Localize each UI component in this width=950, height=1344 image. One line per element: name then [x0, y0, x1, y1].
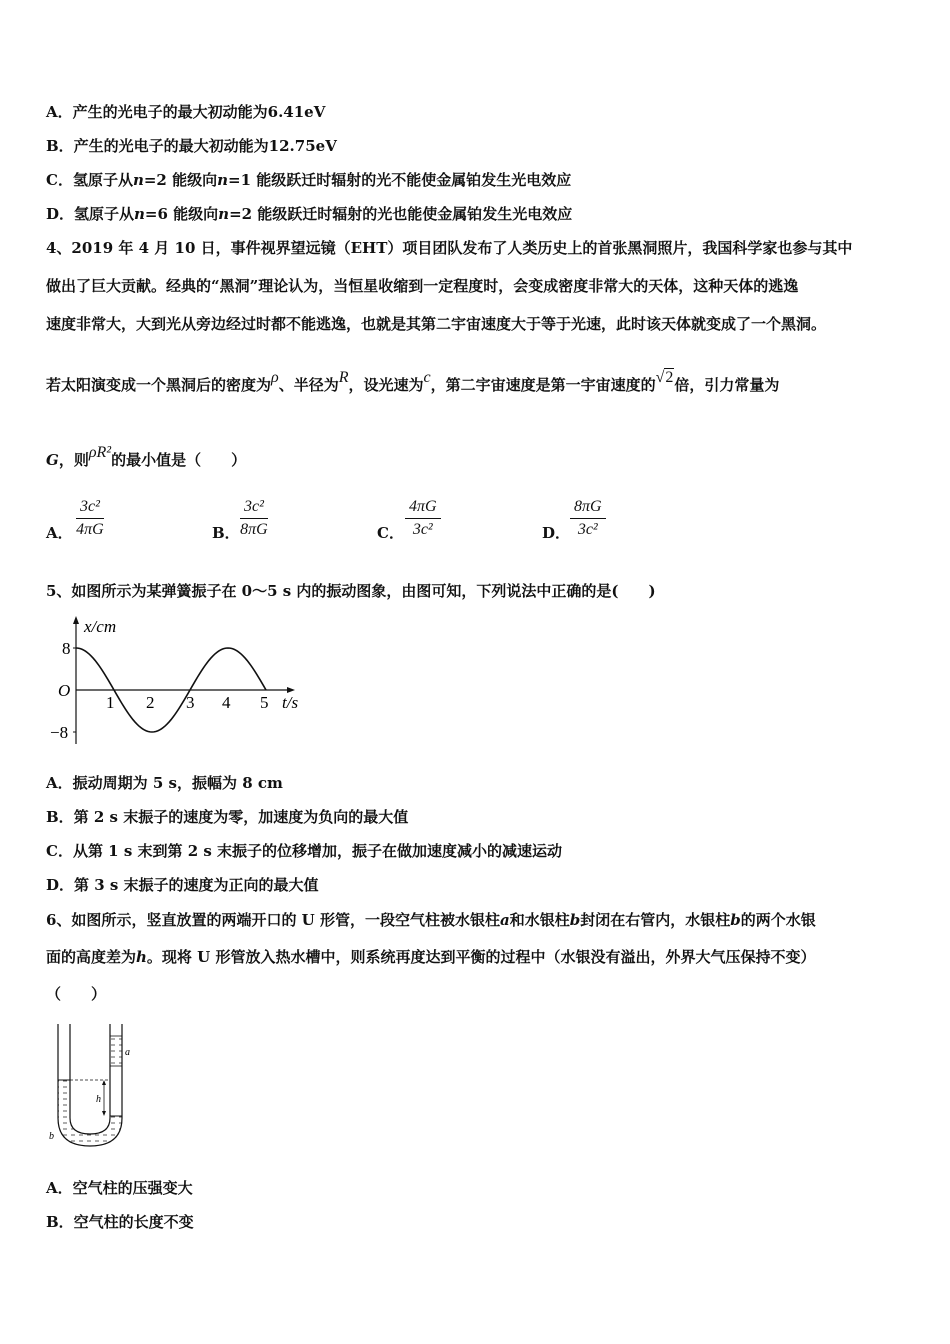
- q4-line-2: 做出了巨大贡献。经典的“黑洞”理论认为，当恒星收缩到一定程度时，会变成密度非常大的天体，这种天体的逃逸: [46, 277, 799, 295]
- y-tick-8: 8: [62, 639, 71, 658]
- oscillation-graph: [46, 612, 316, 752]
- y-tick-neg8: −8: [50, 723, 69, 742]
- origin-label: O: [58, 681, 71, 700]
- q4-option-a-fraction: $\frac{\text{3c²}}{4\pi G}$: [76, 498, 104, 538]
- q4-line-1: 4、2019 年 4 月 10 日，事件视界望远镜（EHT）项目团队发布了人类历史上的首张黑洞照片，我国科学家也参与其中: [46, 239, 853, 257]
- label-b: b: [49, 1131, 54, 1142]
- tube-inner: [70, 1024, 110, 1134]
- q6-line-1: 6、如图所示，竖直放置的两端开口的 U 形管，一段空气柱被水银柱a和水银柱b封闭在右管内，水银柱b的两个水银: [46, 911, 816, 929]
- q4-line-5: G，则ρR²的最小值是（ ）: [46, 444, 247, 469]
- mercury-b: [58, 1080, 122, 1146]
- q4-line-4: 若太阳演变成一个黑洞后的密度为ρ、半径为R，设光速为c，第二宇宙速度是第一宇宙速度的√2倍，引力常量为: [46, 369, 780, 394]
- q6-paren: （ ）: [46, 985, 107, 1003]
- q4-option-d-fraction: $\frac{8\pi G}{\text{3c²}}$: [570, 498, 606, 539]
- x-tick-4: 4: [222, 693, 231, 712]
- q3-option-b: B．产生的光电子的最大初动能为12.75eV: [46, 137, 337, 155]
- q4-option-c-label: C．: [377, 524, 404, 542]
- q4-option-b-fraction: $\frac{\text{3c²}}{8\pi G}$: [240, 498, 268, 538]
- q4-option-b-label: B．: [212, 524, 240, 542]
- q6-line-2: 面的高度差为h。现将 U 形管放入热水槽中，则系统再度达到平衡的过程中（水银没有溢出，外界大气压保持不变）: [46, 948, 816, 966]
- x-tick-1: 1: [106, 693, 115, 712]
- u-tube-figure: [46, 1018, 146, 1153]
- q4-line-3: 速度非常大，大到光从旁边经过时都不能逃逸，也就是其第二宇宙速度大于等于光速，此时该天体就变成了一个黑洞。: [46, 315, 827, 333]
- q4-option-d-label: D．: [542, 524, 571, 542]
- q5-stem: 5、如图所示为某弹簧振子在 0～5 s 内的振动图象，由图可知，下列说法中正确的是( ): [46, 582, 656, 600]
- q5-option-a: A．振动周期为 5 s，振幅为 8 cm: [46, 774, 283, 792]
- x-axis-label: t/s: [282, 693, 299, 712]
- label-h: h: [96, 1094, 101, 1105]
- y-axis-label: x/cm: [84, 617, 117, 636]
- q5-option-c: C．从第 1 s 末到第 2 s 末振子的位移增加，振子在做加速度减小的减速运动: [46, 842, 563, 860]
- q3-option-c: C．氢原子从n=2 能级向n=1 能级跃迁时辐射的光不能使金属铂发生光电效应: [46, 171, 572, 189]
- x-tick-3: 3: [186, 693, 195, 712]
- q6-option-b: B．空气柱的长度不变: [46, 1213, 194, 1231]
- x-tick-2: 2: [146, 693, 155, 712]
- label-a: a: [125, 1047, 130, 1058]
- mercury-a: [110, 1036, 122, 1066]
- sqrt-2: √2: [655, 369, 674, 386]
- q3-option-d: D．氢原子从n=6 能级向n=2 能级跃迁时辐射的光也能使金属铂发生光电效应: [46, 205, 573, 223]
- y-axis-arrow: [73, 616, 79, 624]
- x-tick-5: 5: [260, 693, 269, 712]
- q6-option-a: A．空气柱的压强变大: [46, 1179, 193, 1197]
- q3-option-a: A．产生的光电子的最大初动能为6.41eV: [46, 103, 326, 121]
- q4-option-a-label: A．: [46, 524, 73, 542]
- q4-option-c-fraction: $\frac{4\pi G}{\text{3c²}}$: [405, 498, 441, 539]
- q5-option-d: D．第 3 s 末振子的速度为正向的最大值: [46, 876, 319, 894]
- q5-option-b: B．第 2 s 末振子的速度为零，加速度为负向的最大值: [46, 808, 409, 826]
